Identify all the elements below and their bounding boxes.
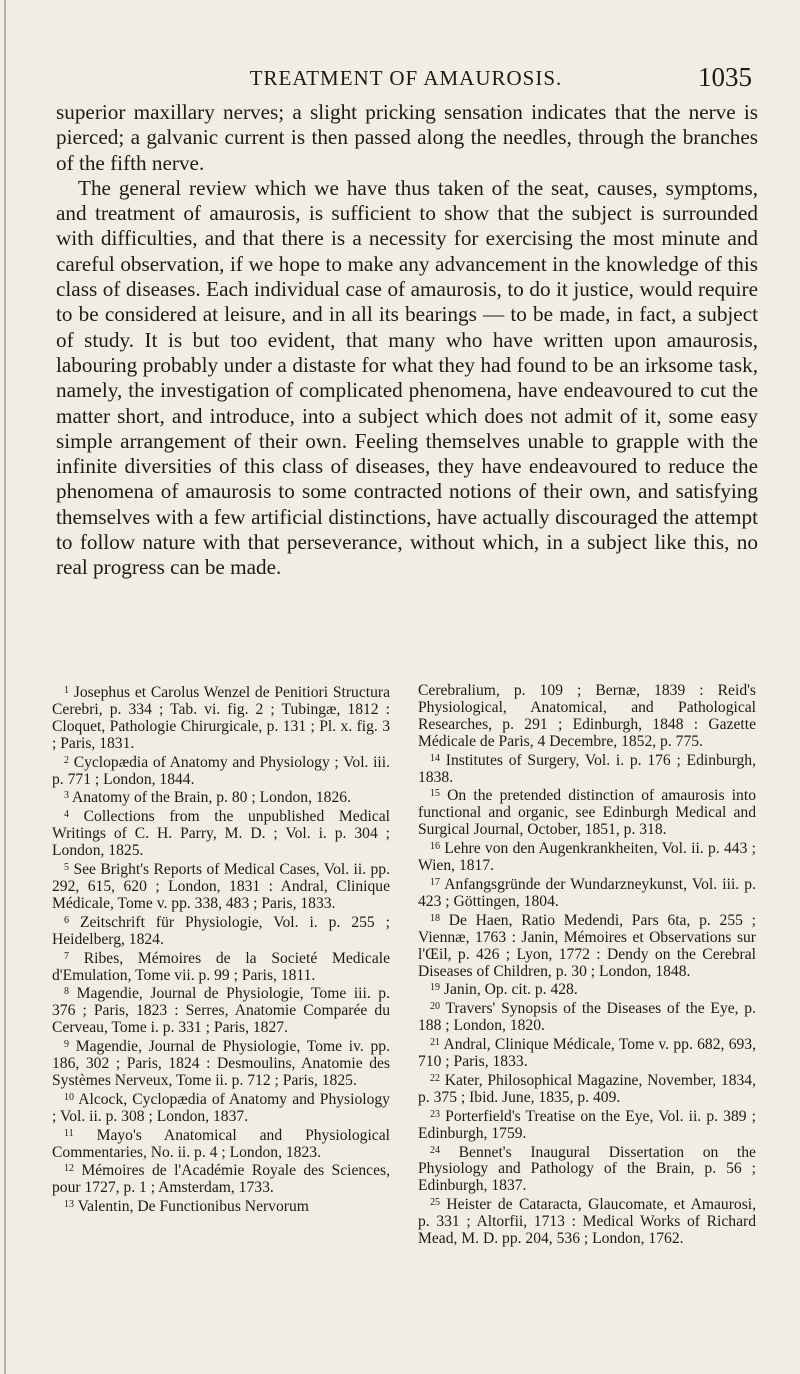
footnote [52,913,390,949]
footnote [52,860,390,913]
footnote-number: 4 [64,809,69,821]
footnote-text: Valentin, De Functionibus Nervorum [77,1198,309,1216]
footnote-number: 18 [430,912,440,924]
footnote-text: Mayo's Anatomical and Physiological Commentaries, No. ii. p. 4 ; London, 1823. [52,1126,390,1161]
main-text [56,100,758,581]
footnote [418,751,756,787]
footnote [418,1035,756,1071]
footnote-number: 12 [64,1163,74,1175]
footnote-number: 19 [430,982,440,994]
footnote [418,839,756,875]
footnote-number: 9 [64,1039,69,1051]
footnote-number: 3 [64,790,69,802]
footnote-text: Josephus et Carolus Wenzel de Penitiori Structura Cerebri, p. 334 ; Tab. vi. fig. 2 ; Tubingæ, 1812 : Cloquet, Pathologie Chirurgicale, p. 131 ; Pl. x. fig. 3 ; Paris, 1831. [52,684,390,752]
footnote-text: Travers' Synopsis of the Diseases of the Eye, p. 188 ; London, 1820. [418,1000,756,1035]
footnote-text: Mémoires de l'Académie Royale des Sciences, pour 1727, p. 1 ; Amsterdam, 1733. [52,1162,390,1197]
footnote-number: 21 [430,1037,440,1049]
footnote-number: 25 [430,1197,440,1209]
footnote [52,984,390,1037]
paragraph-1: superior maxillary nerves; a slight pricking sensation indicates that the nerve is pierced; a galvanic current is then passed along the needles, through the branches of the fifth nerve. [56,100,758,175]
footnote-number: 7 [64,950,69,962]
footnote-text: Magendie, Journal de Physiologie, Tome iv. pp. 186, 302 ; Paris, 1824 : Desmoulins, Anatomie des Systèmes Nerveux, Tome ii. p. 712 ; Paris, 1825. [52,1038,390,1089]
footnote [52,1037,390,1090]
footnote-text: Heister de Cataracta, Glaucomate, et Amaurosi, p. 331 ; Altorfii, 1713 : Medical Works of Richard Mead, M. D. pp. 204, 536 ; London, 1762. [418,1196,757,1248]
footnote [418,1195,756,1248]
footnote [418,786,756,839]
footnote-text: Anfangsgründe der Wundarzneykunst, Vol. iii. p. 423 ; Göttingen, 1804. [418,875,756,910]
footnote [418,1107,756,1143]
footnote-number: 13 [64,1199,74,1211]
footnote-number: 5 [64,862,69,874]
footnote [52,1197,390,1216]
footnote-text: Magendie, Journal de Physiologie, Tome iii. p. 376 ; Paris, 1823 : Serres, Anatomie Comparée du Cerveau, Tome i. p. 331 ; Paris, 1827. [52,985,390,1037]
footnote-text: Andral, Clinique Médicale, Tome v. pp. 682, 693, 710 ; Paris, 1833. [418,1036,756,1071]
footnote-text: Alcock, Cyclopædia of Anatomy and Physiology ; Vol. ii. p. 308 ; London, 1837. [52,1090,390,1125]
footnote [418,683,756,751]
footnotes-right-column [418,683,756,1248]
footnote-text: Janin, Op. cit. p. 428. [443,981,578,999]
footnote-text: Bennet's Inaugural Dissertation on the Physiology and Pathology of the Brain, p. 56 ; Edinburgh, 1837. [418,1143,756,1195]
footnote-number: 1 [64,685,69,696]
footnote-number: 24 [430,1144,440,1156]
page-edge-line [4,0,6,1374]
paragraph-2: The general review which we have thus taken of the seat, causes, symptoms, and treatment of amaurosis, is sufficient to show that the subject is surrounded with difficulties, and that there is a necessity for exercising the most minute and careful observation, if we hope to make any advancement in the knowledge of this class of diseases. Each individual case of amaurosis, to do it justice, would require to be considered at leisure, and in all its bearings — to be made, in fact, a subject of study. It is but too evident, that many who have written upon amaurosis, labouring probably under a distaste for what they had found to be an irksome task, namely, the investigation of complicated phenomena, have endeavoured to cut the matter short, and introduce, into a subject which does not admit of it, some easy simple arrangement of their own. Feeling themselves unable to grapple with the infinite diversities of this class of diseases, they have endeavoured to reduce the phenomena of amaurosis to some contracted notions of their own, and satisfying themselves with a few artificial distinctions, have actually discouraged the attempt to follow nature with that perseverance, without which, in a subject like this, no real progress can be made. [56,175,758,580]
footnote [52,683,390,753]
footnote-text: Cyclopædia of Anatomy and Physiology ; Vol. iii. p. 771 ; London, 1844. [52,753,390,788]
footnote-text: Institutes of Surgery, Vol. i. p. 176 ; Edinburgh, 1838. [418,751,757,786]
footnote [52,949,390,985]
footnote-text: Cerebralium, p. 109 ; Bernæ, 1839 : Reid's Physiological, Anatomical, and Pathological Researches, p. 291 ; Edinburgh, 1848 : Gazette Médicale de Paris, 4 Decembre, 1852, p. 775. [418,682,756,750]
footnote-text: Collections from the unpublished Medical Writings of C. H. Parry, M. D. ; Vol. i. p. 304 ; London, 1825. [52,808,390,860]
footnote-text: On the pretended distinction of amaurosis into functional and organic, see Edinburgh Medical and Surgical Journal, October, 1851, p. 318. [418,787,756,839]
footnote-number: 14 [430,752,440,764]
footnote-text: Anatomy of the Brain, p. 80 ; London, 1826. [72,789,351,807]
footnote-text: Porterfield's Treatise on the Eye, Vol. ii. p. 389 ; Edinburgh, 1759. [418,1107,756,1142]
footnote-text: Ribes, Mémoires de la Societé Medicale d'Emulation, Tome vii. p. 99 ; Paris, 1811. [52,949,390,984]
footnotes-left-column [52,683,390,1216]
footnote-text: Kater, Philosophical Magazine, November, 1834, p. 375 ; Ibid. June, 1835, p. 409. [418,1071,756,1106]
footnote [52,807,390,860]
footnote [52,753,390,789]
footnote [418,1071,756,1107]
footnote [418,1143,756,1196]
footnote [52,1126,390,1162]
running-title: TREATMENT OF AMAUROSIS. [249,66,563,90]
footnote-number: 20 [430,1001,440,1013]
page-header [60,62,752,96]
footnote-number: 16 [430,841,440,853]
footnote-text: De Haen, Ratio Medendi, Pars 6ta, p. 255 ; Viennæ, 1763 : Janin, Mémoires et Observations sur l'Œil, p. 426 ; Lyon, 1772 : Dendy on the Cerebral Diseases of Children, p. 30 ; London, 1848. [418,911,756,980]
footnote-number: 22 [430,1072,440,1084]
footnote [418,980,756,999]
footnote [418,875,756,911]
footnote-number: 11 [64,1127,74,1139]
footnote-number: 17 [430,876,440,888]
footnote-number: 23 [430,1108,440,1120]
footnote-number: 15 [430,788,440,800]
footnote-number: 6 [64,914,69,926]
footnote-number: 10 [64,1091,74,1103]
footnote-number: 8 [64,986,69,998]
footnote-text: Zeitschrift für Physiologie, Vol. i. p. 255 ; Heidelberg, 1824. [52,913,391,948]
footnote [52,1161,390,1197]
footnote-text: See Bright's Reports of Medical Cases, Vol. ii. pp. 292, 615, 620 ; London, 1831 : Andral, Clinique Médicale, Tome v. pp. 338, 483 ; Paris, 1833. [52,861,390,912]
footnote-number: 2 [64,754,69,766]
footnote [418,999,756,1035]
footnote [418,911,756,981]
page-number: 1035 [698,62,752,92]
footnote-text: Lehre von den Augenkrankheiten, Vol. ii. p. 443 ; Wien, 1817. [418,840,756,875]
footnote [52,788,390,807]
footnote [52,1090,390,1126]
